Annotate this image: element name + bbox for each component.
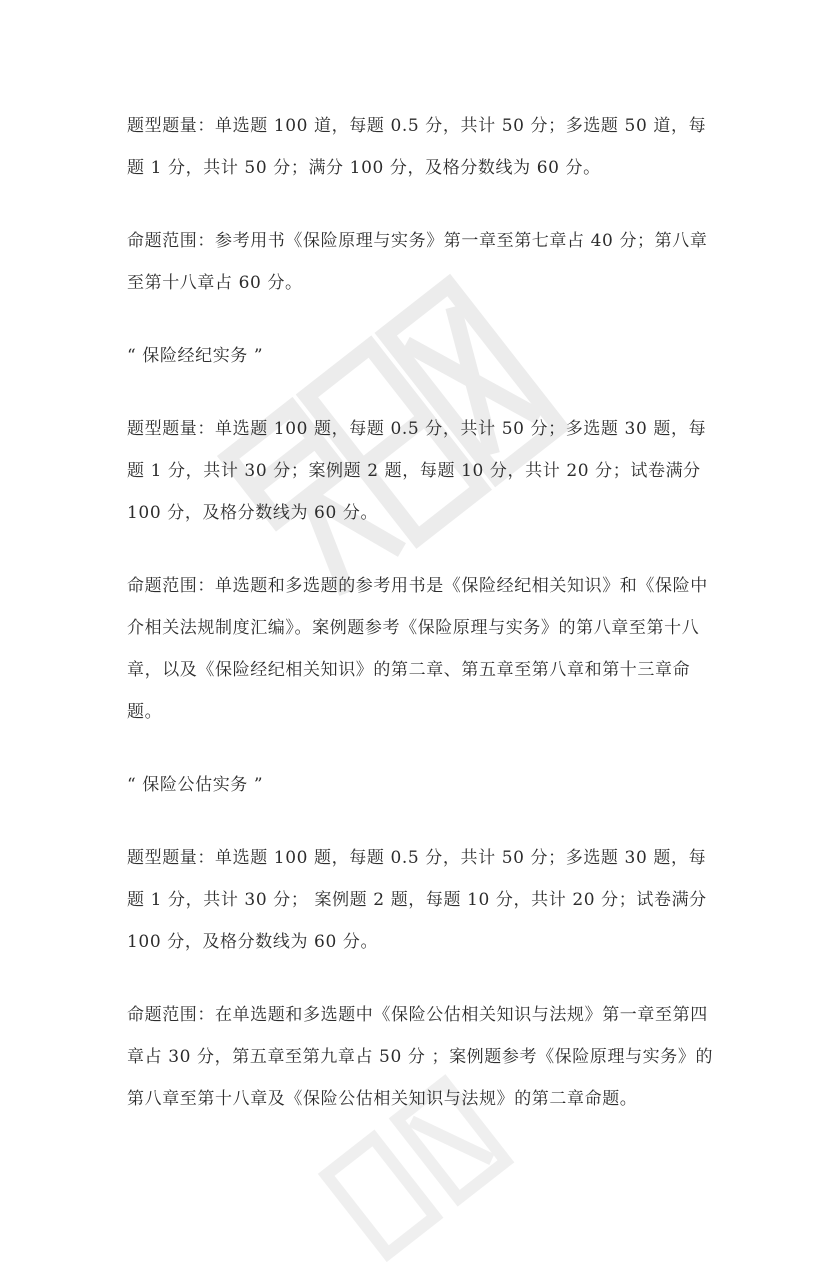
section-2-scope: 命题范围：单选题和多选题的参考用书是《保险经纪相关知识》和《保险中介相关法规制度汇编》。案例题参考《保险原理与实务》的第八章至第十八章，以及《保险经纪相关知识》的第二章、第五章至第八章和第十三章命题。: [127, 576, 708, 722]
section-2-question-types: 题型题量：单选题 100 题，每题 0.5 分，共计 50 分；多选题 30 题，每题 1 分，共计 30 分；案例题 2 题，每题 10 分，共计 20 分；试卷满分 100 分，及格分数线为 60 分。: [127, 419, 707, 523]
section-1-question-types: 题型题量：单选题 100 道，每题 0.5 分，共计 50 分；多选题 50 道，每题 1 分，共计 50 分；满分 100 分，及格分数线为 60 分。: [127, 116, 707, 178]
document-body: [127, 105, 717, 1151]
section-3-question-types: 题型题量：单选题 100 题，每题 0.5 分，共计 50 分；多选题 30 题，每题 1 分，共计 30 分； 案例题 2 题，每题 10 分，共计 20 分；试卷满分 100 分，及格分数线为 60 分。: [127, 848, 707, 952]
section-1-scope: 命题范围：参考用书《保险原理与实务》第一章至第七章占 40 分；第八章至第十八章占 60 分。: [127, 231, 708, 293]
section-3-scope: 命题范围：在单选题和多选题中《保险公估相关知识与法规》第一章至第四章占 30 分，第五章至第九章占 50 分 ；案例题参考《保险原理与实务》的第八章至第十八章及《保险公估相关知识与法规》的第二章命题。: [127, 1005, 714, 1109]
section-3-title: “ 保险公估实务 ”: [127, 775, 264, 795]
section-2-title: “ 保险经纪实务 ”: [127, 346, 264, 366]
